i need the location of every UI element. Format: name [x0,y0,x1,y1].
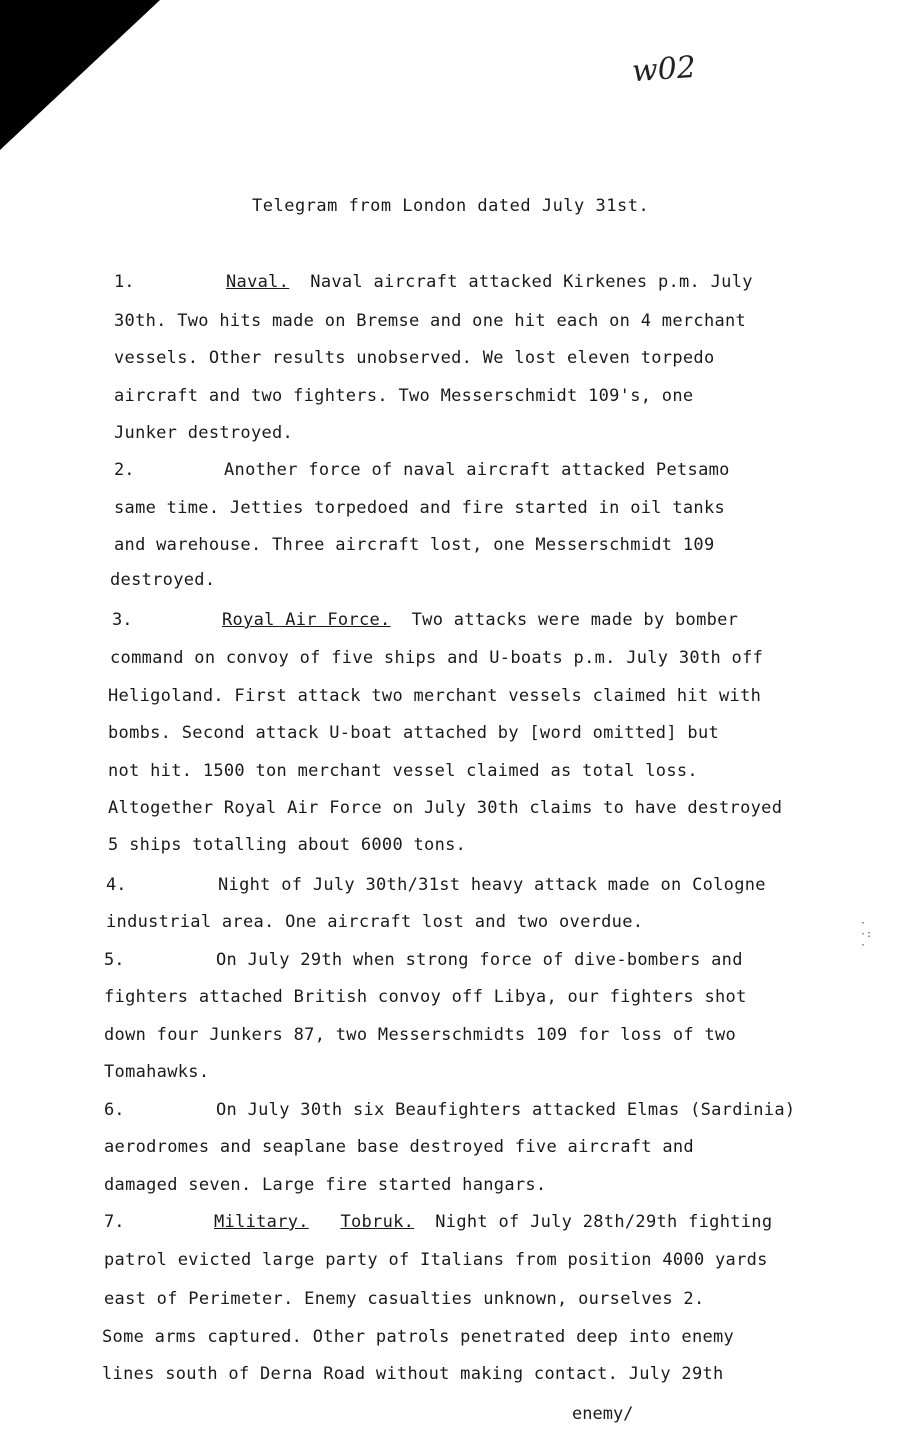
paragraph-number: 3. [112,610,133,630]
paragraph-line: Heligoland. First attack two merchant vessels claimed hit with [108,686,762,706]
paragraph-line: destroyed. [110,570,216,590]
handwritten-reference: w02 [630,49,698,90]
section-subheading: Tobruk. [340,1212,415,1232]
paragraph-line: 30th. Two hits made on Bremse and one hit each on 4 merchant [114,311,747,331]
paragraph-line: Tomahawks. [104,1062,210,1082]
section-heading: Royal Air Force. [222,610,391,630]
paragraph-line: Royal Air Force. Two attacks were made by bomber [222,610,739,630]
paragraph-line: Junker destroyed. [114,423,294,443]
paragraph-line: not hit. 1500 ton merchant vessel claimed as total loss. [108,761,698,781]
paragraph-number: 6. [104,1100,125,1120]
scan-corner-fold [0,0,160,150]
paragraph-line: industrial area. One aircraft lost and two overdue. [106,912,644,932]
paragraph-line: same time. Jetties torpedoed and fire started in oil tanks [114,498,726,518]
paragraph-line: command on convoy of five ships and U-boats p.m. July 30th off [110,648,764,668]
paragraph-line: Naval. Naval aircraft attacked Kirkenes p.m. July [226,272,753,292]
section-heading: Naval. [226,272,290,292]
paragraph-line: bombs. Second attack U-boat attached by [word omitted] but [108,723,720,743]
paragraph-number: 7. [104,1212,125,1232]
paragraph-line: Altogether Royal Air Force on July 30th claims to have destroyed [108,798,783,818]
paragraph-line: aerodromes and seaplane base destroyed five aircraft and [104,1137,694,1157]
paragraph-line: and warehouse. Three aircraft lost, one Messerschmidt 109 [114,535,715,555]
paragraph-line: On July 30th six Beaufighters attacked Elmas (Sardinia) [216,1100,796,1120]
paragraph-line: vessels. Other results unobserved. We lost eleven torpedo [114,348,715,368]
paragraph-line: lines south of Derna Road without making contact. July 29th [102,1364,724,1384]
paragraph-number: 2. [114,460,135,480]
paragraph-line: On July 29th when strong force of dive-bombers and [216,950,743,970]
paragraph-line: fighters attached British convoy off Libya, our fighters shot [104,987,747,1007]
paragraph-number: 1. [114,272,135,292]
paragraph-line: aircraft and two fighters. Two Messerschmidt 109's, one [114,386,694,406]
paragraph-line: down four Junkers 87, two Messerschmidts 109 for loss of two [104,1025,737,1045]
document-title: Telegram from London dated July 31st. [252,196,650,216]
paragraph-number: 4. [106,875,127,895]
paragraph-line: Some arms captured. Other patrols penetrated deep into enemy [102,1327,735,1347]
paragraph-number: 5. [104,950,125,970]
section-heading: Military. [214,1212,309,1232]
paragraph-line: Military. Tobruk. Night of July 28th/29th fighting [214,1212,773,1232]
paragraph-line: Another force of naval aircraft attacked Petsamo [224,460,730,480]
continuation-catchword: enemy/ [572,1404,634,1424]
paragraph-line: 5 ships totalling about 6000 tons. [108,835,467,855]
paragraph-line: patrol evicted large party of Italians from position 4000 yards [104,1250,768,1270]
paragraph-line: damaged seven. Large fire started hangars. [104,1175,547,1195]
paragraph-line: east of Perimeter. Enemy casualties unknown, ourselves 2. [104,1289,705,1309]
paragraph-line: Night of July 30th/31st heavy attack made on Cologne [218,875,766,895]
scan-specks: · ·: · [859,918,872,951]
